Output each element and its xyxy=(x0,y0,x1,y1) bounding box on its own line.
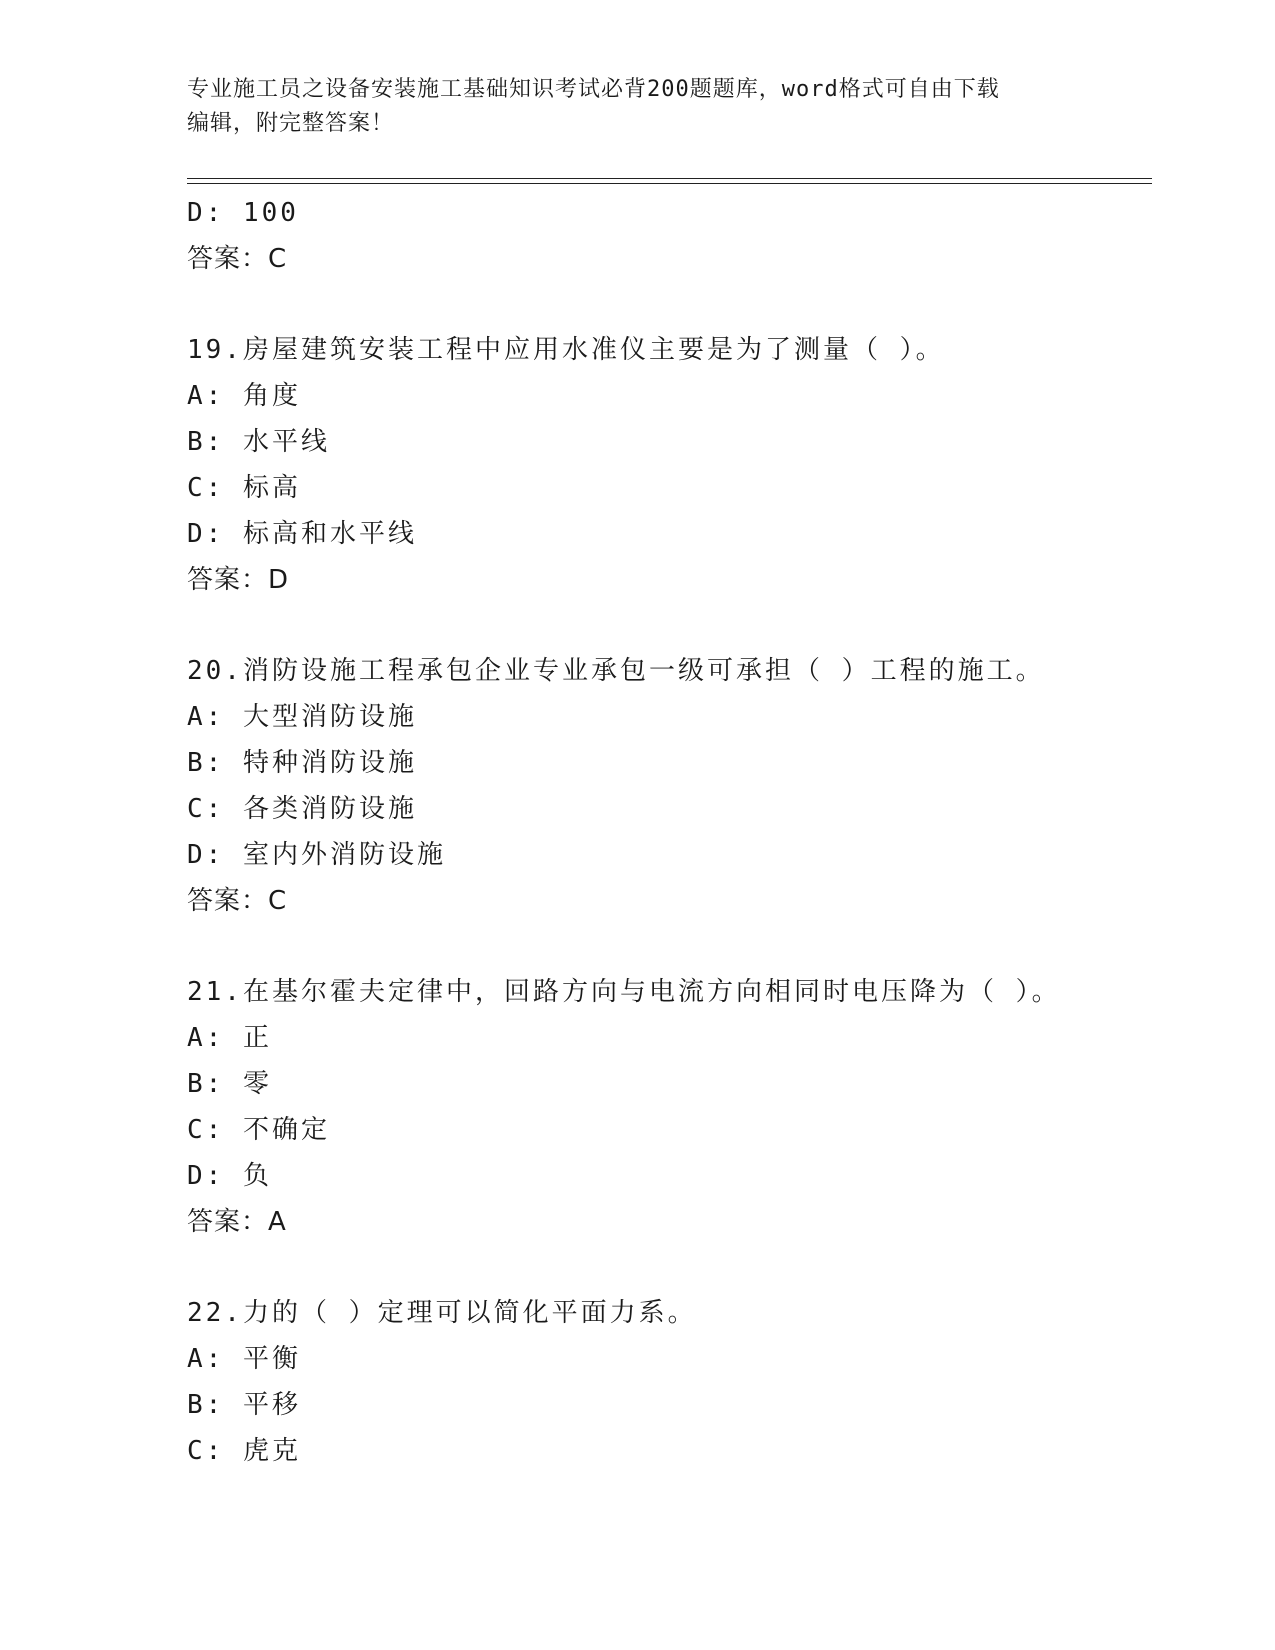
option-d: D: 100 xyxy=(187,198,299,228)
header-rule-top xyxy=(187,178,1152,179)
option-d: D: 负 xyxy=(187,1161,272,1191)
question-block-21 xyxy=(187,969,1147,1245)
option-b: B: 零 xyxy=(187,1069,272,1099)
question-block-prev xyxy=(187,190,1147,282)
header-rule-bottom xyxy=(187,183,1152,184)
answer-line: 答案：C xyxy=(187,244,288,274)
option-a: A: 正 xyxy=(187,1023,272,1053)
option-d: D: 室内外消防设施 xyxy=(187,840,446,870)
question-block-22 xyxy=(187,1290,1147,1474)
question-stem: 19.房屋建筑安装工程中应用水准仪主要是为了测量（ ）。 xyxy=(187,335,945,365)
question-stem: 20.消防设施工程承包企业专业承包一级可承担（ ）工程的施工。 xyxy=(187,656,1045,686)
spacer xyxy=(187,282,1147,327)
header-title-line-1: 专业施工员之设备安装施工基础知识考试必背200题题库，word格式可自由下载 xyxy=(187,77,1000,102)
option-c: C: 各类消防设施 xyxy=(187,794,417,824)
option-a: A: 角度 xyxy=(187,381,301,411)
document-header xyxy=(187,73,1087,141)
question-stem: 21.在基尔霍夫定律中，回路方向与电流方向相同时电压降为（ ）。 xyxy=(187,977,1061,1007)
answer-line: 答案：C xyxy=(187,886,288,916)
option-a: A: 平衡 xyxy=(187,1344,301,1374)
answer-line: 答案：D xyxy=(187,565,290,595)
question-block-19 xyxy=(187,327,1147,603)
option-c: C: 标高 xyxy=(187,473,301,503)
question-block-20 xyxy=(187,648,1147,924)
question-list xyxy=(187,190,1147,1474)
option-b: B: 水平线 xyxy=(187,427,330,457)
option-a: A: 大型消防设施 xyxy=(187,702,417,732)
question-stem: 22.力的（ ）定理可以简化平面力系。 xyxy=(187,1298,697,1328)
option-d: D: 标高和水平线 xyxy=(187,519,417,549)
option-b: B: 平移 xyxy=(187,1390,301,1420)
option-c: C: 不确定 xyxy=(187,1115,330,1145)
header-title-line-2: 编辑，附完整答案！ xyxy=(187,111,395,136)
option-c: C: 虎克 xyxy=(187,1436,301,1466)
answer-line: 答案：A xyxy=(187,1207,287,1237)
spacer xyxy=(187,924,1147,969)
spacer xyxy=(187,1245,1147,1290)
spacer xyxy=(187,603,1147,648)
option-b: B: 特种消防设施 xyxy=(187,748,417,778)
